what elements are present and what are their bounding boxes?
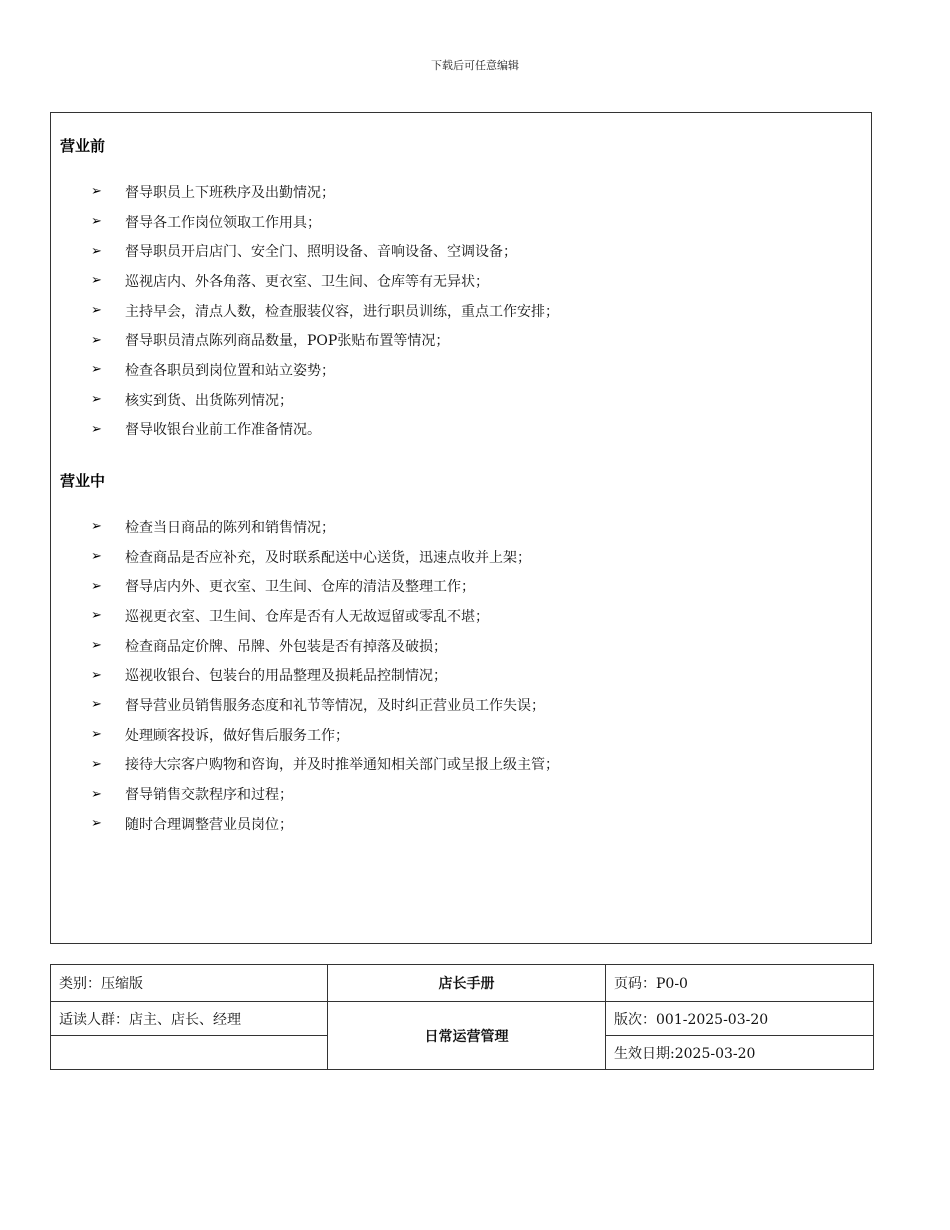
arrow-bullet-icon: ➢ — [91, 184, 102, 200]
arrow-bullet-icon: ➢ — [91, 362, 102, 378]
list-item — [91, 385, 559, 415]
list-item-text: 检查当日商品的陈列和销售情况； — [125, 519, 335, 536]
arrow-bullet-icon: ➢ — [91, 667, 102, 683]
arrow-bullet-icon: ➢ — [91, 816, 102, 832]
list-item — [91, 809, 559, 839]
arrow-bullet-icon: ➢ — [91, 786, 102, 802]
empty-cell — [51, 1036, 328, 1070]
document-info-table — [50, 964, 874, 1070]
manual-title: 店长手册 — [328, 965, 606, 1002]
before-business-list — [91, 177, 559, 444]
category-cell: 类别：压缩版 — [51, 965, 328, 1002]
list-item — [91, 631, 559, 661]
list-item — [91, 750, 559, 780]
arrow-bullet-icon: ➢ — [91, 638, 102, 654]
arrow-bullet-icon: ➢ — [91, 608, 102, 624]
during-business-list — [91, 512, 559, 839]
arrow-bullet-icon: ➢ — [91, 421, 102, 437]
list-item-text: 处理顾客投诉，做好售后服务工作； — [125, 727, 349, 744]
list-item — [91, 355, 559, 385]
arrow-bullet-icon: ➢ — [91, 549, 102, 565]
list-item-text: 接待大宗客户购物和咨询，并及时推举通知相关部门或呈报上级主管； — [125, 757, 559, 774]
list-item-text: 督导销售交款程序和过程； — [125, 787, 293, 804]
list-item-text: 督导职员上下班秩序及出勤情况； — [125, 184, 335, 201]
arrow-bullet-icon: ➢ — [91, 519, 102, 535]
page-code-cell: 页码：P0-0 — [606, 965, 874, 1002]
list-item — [91, 207, 559, 237]
list-item — [91, 542, 559, 572]
list-item-text: 主持早会，清点人数，检查服装仪容，进行职员训练，重点工作安排； — [125, 303, 559, 320]
list-item — [91, 415, 559, 445]
manual-subtitle: 日常运营管理 — [328, 1002, 606, 1070]
arrow-bullet-icon: ➢ — [91, 697, 102, 713]
list-item-text: 督导职员开启店门、安全门、照明设备、音响设备、空调设备； — [125, 244, 517, 261]
list-item — [91, 601, 559, 631]
list-item — [91, 720, 559, 750]
section-title-before-business: 营业前 — [60, 137, 106, 155]
list-item-text: 督导营业员销售服务态度和礼节等情况，及时纠正营业员工作失误； — [125, 697, 545, 714]
arrow-bullet-icon: ➢ — [91, 727, 102, 743]
arrow-bullet-icon: ➢ — [91, 214, 102, 230]
list-item-text: 检查商品是否应补充，及时联系配送中心送货，迅速点收并上架； — [125, 549, 531, 566]
list-item — [91, 266, 559, 296]
arrow-bullet-icon: ➢ — [91, 392, 102, 408]
list-item-text: 检查各职员到岗位置和站立姿势； — [125, 362, 335, 379]
page-header-note: 下载后可任意编辑 — [431, 59, 519, 72]
list-item — [91, 296, 559, 326]
arrow-bullet-icon: ➢ — [91, 578, 102, 594]
content-box — [50, 112, 872, 944]
effective-date-cell: 生效日期:2025-03-20 — [606, 1036, 874, 1070]
audience-cell: 适读人群：店主、店长、经理 — [51, 1002, 328, 1036]
list-item — [91, 177, 559, 207]
list-item-text: 巡视收银台、包装台的用品整理及损耗品控制情况； — [125, 668, 447, 685]
list-item-text: 检查商品定价牌、吊牌、外包装是否有掉落及破损； — [125, 638, 447, 655]
section-title-during-business: 营业中 — [60, 472, 106, 490]
list-item — [91, 325, 559, 355]
list-item-text: 随时合理调整营业员岗位； — [125, 816, 293, 833]
arrow-bullet-icon: ➢ — [91, 273, 102, 289]
list-item — [91, 690, 559, 720]
arrow-bullet-icon: ➢ — [91, 756, 102, 772]
list-item — [91, 779, 559, 809]
list-item — [91, 236, 559, 266]
list-item — [91, 512, 559, 542]
list-item-text: 核实到货、出货陈列情况； — [125, 392, 293, 409]
arrow-bullet-icon: ➢ — [91, 303, 102, 319]
list-item — [91, 571, 559, 601]
arrow-bullet-icon: ➢ — [91, 243, 102, 259]
list-item-text: 督导职员清点陈列商品数量，POP张贴布置等情况； — [125, 333, 450, 350]
list-item-text: 巡视更衣室、卫生间、仓库是否有人无故逗留或零乱不堪； — [125, 608, 489, 625]
arrow-bullet-icon: ➢ — [91, 332, 102, 348]
version-cell: 版次：001-2025-03-20 — [606, 1002, 874, 1036]
list-item-text: 督导收银台业前工作准备情况。 — [125, 422, 321, 439]
list-item — [91, 660, 559, 690]
list-item-text: 巡视店内、外各角落、更衣室、卫生间、仓库等有无异状； — [125, 273, 489, 290]
list-item-text: 督导各工作岗位领取工作用具； — [125, 214, 321, 231]
list-item-text: 督导店内外、更衣室、卫生间、仓库的清洁及整理工作； — [125, 579, 475, 596]
